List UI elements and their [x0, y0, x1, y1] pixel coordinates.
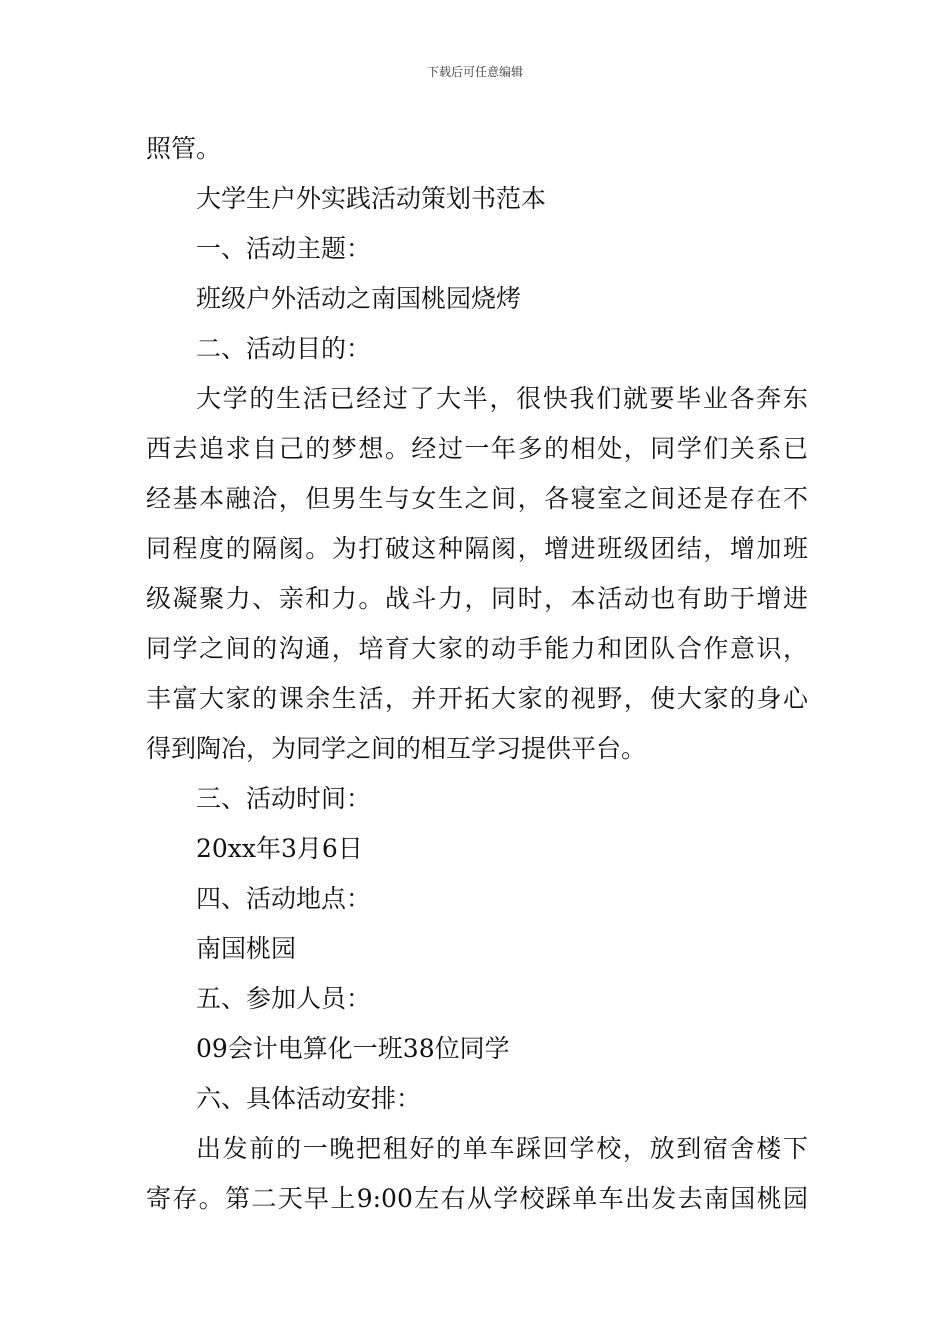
document-body — [146, 124, 808, 1224]
paragraph-line: 得到陶冶，为同学之间的相互学习提供平台。 — [146, 734, 647, 763]
paragraph-line: 西去追求自己的梦想。经过一年多的相处，同学们关系已 — [146, 434, 808, 463]
section-heading: 四、活动地点： — [196, 884, 372, 913]
text-line: 南国桃园 — [196, 934, 297, 963]
text-line: 班级户外活动之南国桃园烧烤 — [196, 284, 522, 313]
section-heading: 五、参加人员： — [196, 984, 372, 1013]
section-heading: 三、活动时间： — [196, 784, 372, 813]
paragraph-line: 大学的生活已经过了大半，很快我们就要毕业各奔东 — [196, 384, 808, 413]
paragraph-line: 经基本融洽，但男生与女生之间，各寝室之间还是存在不 — [146, 484, 808, 513]
paragraph-line: 同学之间的沟通，培育大家的动手能力和团队合作意识， — [146, 634, 808, 663]
paragraph-line: 同程度的隔阂。为打破这种隔阂，增进班级团结，增加班 — [146, 534, 808, 563]
page-header: 下载后可任意编辑 — [426, 65, 523, 79]
text-line: 09会计电算化一班38位同学 — [196, 1034, 510, 1063]
paragraph-line: 寄存。第二天早上9:00左右从学校踩单车出发去南国桃园 — [146, 1184, 808, 1213]
section-heading: 一、活动主题： — [196, 234, 372, 263]
text-line: 照管。 — [146, 134, 222, 163]
paragraph-line: 出发前的一晚把租好的单车踩回学校，放到宿舍楼下 — [196, 1134, 808, 1163]
document-title: 大学生户外实践活动策划书范本 — [196, 184, 547, 213]
paragraph-line: 级凝聚力、亲和力。战斗力，同时，本活动也有助于增进 — [146, 584, 808, 613]
paragraph-line: 丰富大家的课余生活，并开拓大家的视野，使大家的身心 — [146, 684, 808, 713]
section-heading: 六、具体活动安排： — [196, 1084, 422, 1113]
section-heading: 二、活动目的： — [196, 334, 372, 363]
text-line: 20xx年3月6日 — [196, 834, 363, 863]
